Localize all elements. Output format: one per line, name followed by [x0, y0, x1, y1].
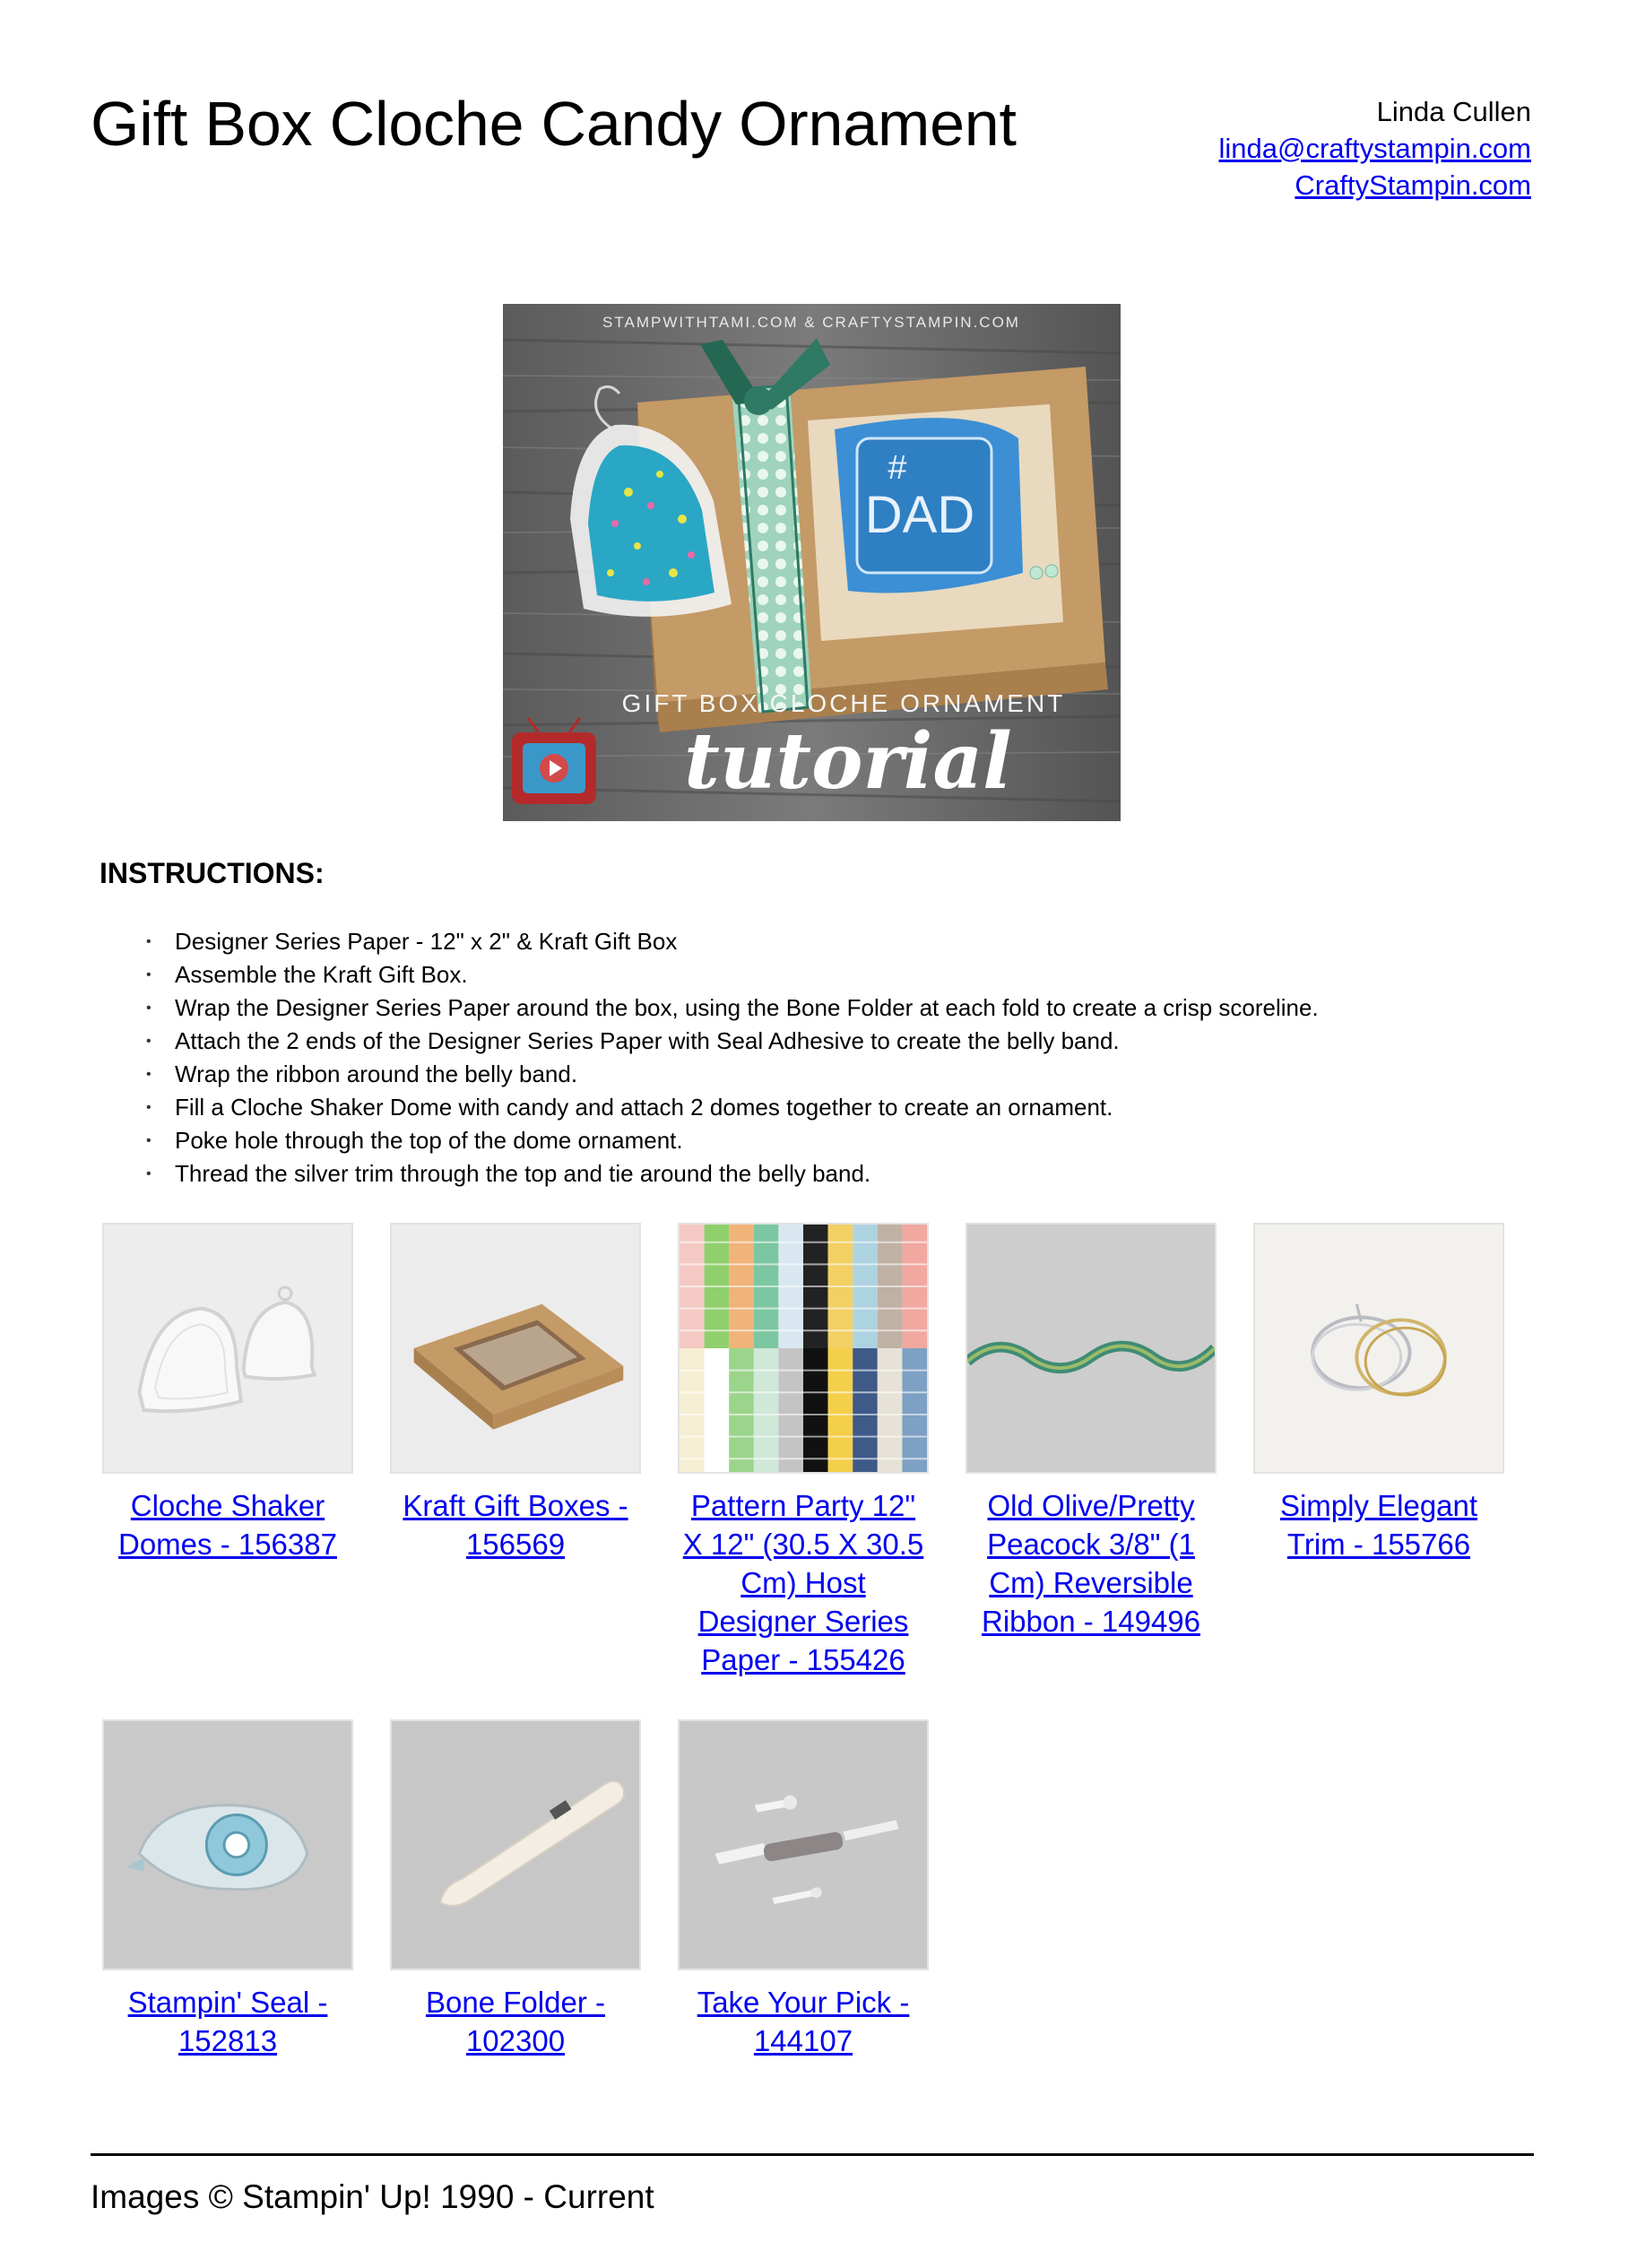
product-link-cloche-shaker-domes[interactable]: Cloche Shaker Domes - 156387	[118, 1489, 337, 1561]
footer-divider	[91, 2153, 1534, 2156]
author-name: Linda Cullen	[1376, 96, 1531, 127]
hero-image	[503, 304, 1121, 821]
product-link-kraft-gift-boxes[interactable]: Kraft Gift Boxes - 156569	[403, 1489, 628, 1561]
hero-card-hashtag: #	[888, 449, 907, 487]
hero-caption-script: tutorial	[684, 716, 1012, 807]
instructions-heading: INSTRUCTIONS:	[100, 857, 325, 889]
product-link-reversible-ribbon[interactable]: Old Olive/Pretty Peacock 3/8" (1 Cm) Reversible Ribbon - 149496	[981, 1489, 1201, 1638]
author-email-link[interactable]: linda@craftystampin.com	[1218, 133, 1531, 164]
cloche-domes-image[interactable]	[102, 1223, 353, 1474]
product-card	[102, 1223, 353, 1563]
kraft-box-image[interactable]	[390, 1223, 641, 1474]
author-block	[1219, 93, 1531, 203]
instruction-step: • Assemble the Kraft Gift Box.	[143, 958, 1319, 991]
page-title: Gift Box Cloche Candy Ornament	[91, 89, 1017, 159]
product-link-simply-elegant-trim[interactable]: Simply Elegant Trim - 155766	[1279, 1489, 1478, 1561]
product-card	[678, 1223, 929, 1679]
product-link-stampin-seal[interactable]: Stampin' Seal - 152813	[127, 1986, 328, 2057]
hero-watermark: STAMPWITHTAMI.COM & CRAFTYSTAMPIN.COM	[602, 314, 1020, 331]
product-card	[390, 1719, 641, 2060]
hero-caption-top: GIFT BOX CLOCHE ORNAMENT	[621, 689, 1066, 717]
product-link-pattern-party-paper[interactable]: Pattern Party 12" X 12" (30.5 X 30.5 Cm) Host Designer Series Paper - 155426	[682, 1489, 924, 1676]
seal-image[interactable]	[102, 1719, 353, 1970]
trim-image[interactable]	[1253, 1223, 1504, 1474]
product-card	[390, 1223, 641, 1563]
author-site-link[interactable]: CraftyStampin.com	[1295, 169, 1531, 201]
product-card	[966, 1223, 1217, 1640]
instructions-list	[143, 925, 1319, 1190]
instruction-step: • Thread the silver trim through the top and tie around the belly band.	[143, 1157, 1319, 1190]
product-card	[102, 1719, 353, 2060]
footer-copyright: Images © Stampin' Up! 1990 - Current	[91, 2178, 654, 2215]
product-link-take-your-pick[interactable]: Take Your Pick - 144107	[697, 1986, 910, 2057]
pattern-paper-image[interactable]	[678, 1223, 929, 1474]
product-card	[1253, 1223, 1504, 1563]
product-link-bone-folder[interactable]: Bone Folder - 102300	[426, 1986, 605, 2057]
take-your-pick-image[interactable]	[678, 1719, 929, 1970]
instruction-step: • Attach the 2 ends of the Designer Series Paper with Seal Adhesive to create the belly band.	[143, 1025, 1319, 1058]
ribbon-image[interactable]	[966, 1223, 1217, 1474]
instruction-step: • Poke hole through the top of the dome ornament.	[143, 1124, 1319, 1157]
bone-folder-image[interactable]	[390, 1719, 641, 1970]
instruction-step: • Fill a Cloche Shaker Dome with candy and attach 2 domes together to create an ornament.	[143, 1091, 1319, 1124]
instruction-step: • Wrap the Designer Series Paper around the box, using the Bone Folder at each fold to create a crisp scoreline.	[143, 991, 1319, 1025]
instruction-step: • Designer Series Paper - 12" x 2" & Kraft Gift Box	[143, 925, 1319, 958]
instruction-step: • Wrap the ribbon around the belly band.	[143, 1058, 1319, 1091]
hero-card-text: DAD	[864, 486, 975, 544]
product-card	[678, 1719, 929, 2060]
